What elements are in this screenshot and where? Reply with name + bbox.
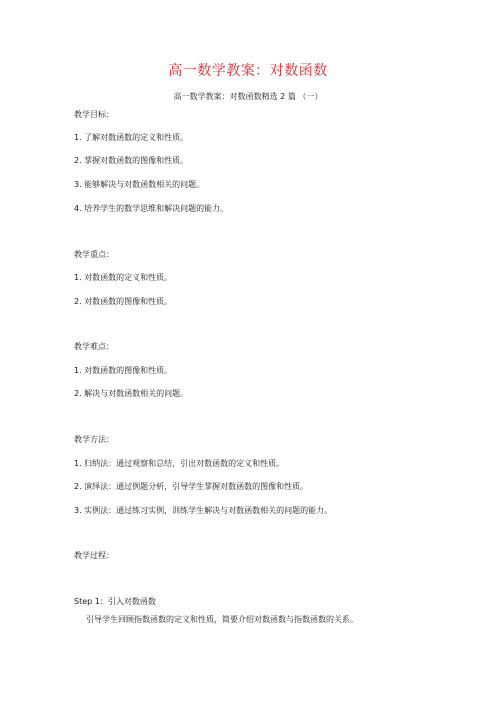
document-subtitle: 高一数学教案：对数函数精选 2 篇 （一） <box>173 92 323 101</box>
section-heading-key-points: 教学重点： <box>74 250 114 259</box>
step-heading: Step 1：引入对数函数 <box>74 597 156 606</box>
step-description: 引导学生回顾指数函数的定义和性质，简要介绍对数函数与指数函数的关系。 <box>86 615 358 624</box>
objective-item: 2. 掌握对数函数的图像和性质。 <box>74 156 189 165</box>
section-heading-objectives: 教学目标： <box>74 110 114 119</box>
objective-item: 1. 了解对数函数的定义和性质。 <box>74 133 189 142</box>
objective-item: 4. 培养学生的数学思维和解决问题的能力。 <box>74 204 229 213</box>
key-point-item: 1. 对数函数的定义和性质。 <box>74 273 173 282</box>
section-heading-process: 教学过程： <box>74 551 114 560</box>
method-item: 1. 归纳法：通过观察和总结，引出对数函数的定义和性质。 <box>74 459 285 468</box>
difficulty-item: 2. 解决与对数函数相关的问题。 <box>74 389 189 398</box>
method-item: 3. 实例法：通过练习实例，训练学生解决与对数函数相关的问题的能力。 <box>74 506 333 515</box>
method-item: 2. 演绎法：通过例题分析，引导学生掌握对数函数的图像和性质。 <box>74 482 309 491</box>
objective-item: 3. 能够解决与对数函数相关的问题。 <box>74 180 205 189</box>
section-heading-methods: 教学方法： <box>74 435 114 444</box>
difficulty-item: 1. 对数函数的图像和性质。 <box>74 366 173 375</box>
section-heading-difficulties: 教学难点： <box>74 342 114 351</box>
document-title: 高一数学教案：对数函数 <box>168 63 328 79</box>
key-point-item: 2. 对数函数的图像和性质。 <box>74 297 173 306</box>
